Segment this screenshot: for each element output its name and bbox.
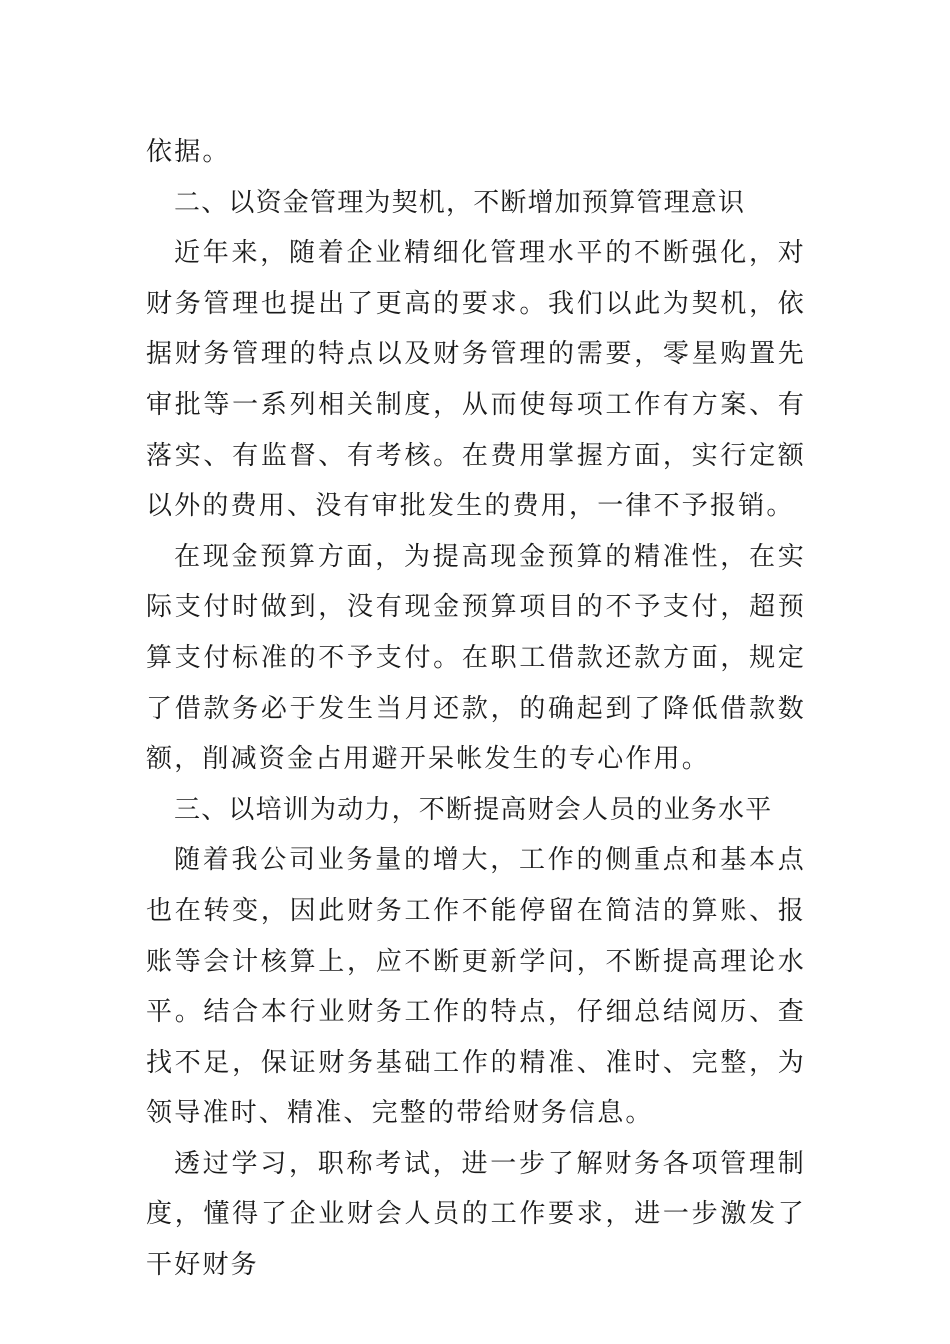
document-body — [146, 127, 806, 1291]
paragraph: 透过学习，职称考试，进一步了解财务各项管理制度，懂得了企业财会人员的工作要求，进一步激发了干好财务 — [146, 1148, 806, 1281]
section-heading-2: 二、以资金管理为契机，不断增加预算管理意识 — [174, 187, 746, 218]
section-heading-3: 三、以培训为动力，不断提高财会人员的业务水平 — [174, 794, 773, 825]
paragraph-continuation: 依据。 — [146, 137, 231, 167]
paragraph: 在现金预算方面，为提高现金预算的精准性，在实际支付时做到，没有现金预算项目的不予支付，超预算支付标准的不予支付。在职工借款还款方面，规定了借款务必于发生当月还款，的确起到了降低借款数额，削减资金占用避开呆帐发生的专心作用。 — [146, 541, 806, 775]
paragraph: 随着我公司业务量的增大，工作的侧重点和基本点也在转变，因此财务工作不能停留在简洁的算账、报账等会计核算上，应不断更新学问，不断提高理论水平。结合本行业财务工作的特点，仔细总结阅历、查找不足，保证财务基础工作的精准、准时、完整，为领导准时、精准、完整的带给财务信息。 — [146, 845, 806, 1129]
paragraph: 近年来，随着企业精细化管理水平的不断强化，对财务管理也提出了更高的要求。我们以此为契机，依据财务管理的特点以及财务管理的需要，零星购置先审批等一系列相关制度，从而使每项工作有方案、有落实、有监督、有考核。在费用掌握方面，实行定额以外的费用、没有审批发生的费用，一律不予报销。 — [146, 238, 806, 522]
